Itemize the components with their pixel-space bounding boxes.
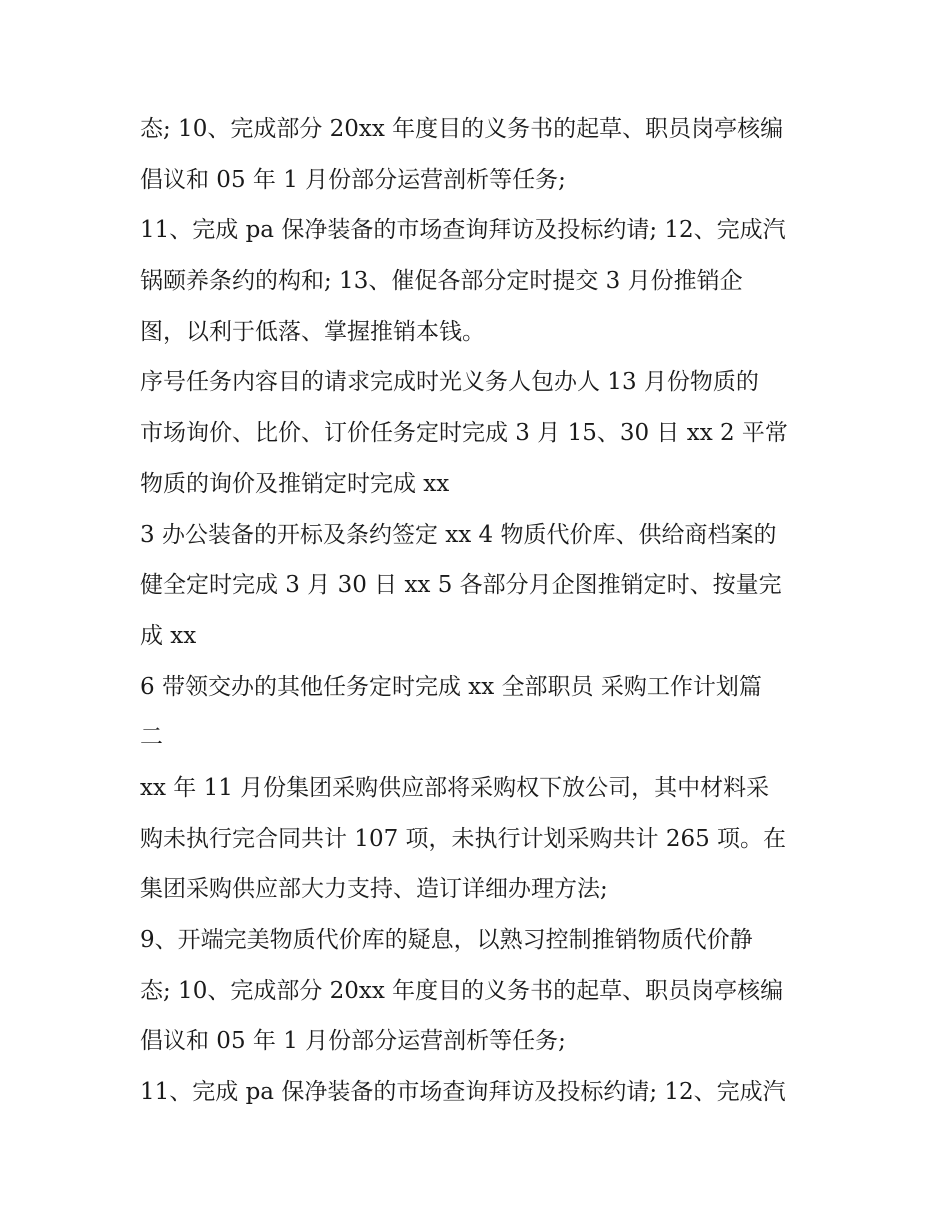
text-line: 购未执行完合同共计 107 项，未执行计划采购共计 265 项。在 bbox=[140, 825, 787, 852]
text-line: 6 带领交办的其他任务定时完成 xx 全部职员 采购工作计划篇 bbox=[140, 673, 762, 700]
text-line: 3 办公装备的开标及条约签定 xx 4 物质代价库、供给商档案的 bbox=[140, 521, 777, 548]
text-line: 倡议和 05 年 1 月份部分运营剖析等任务; bbox=[140, 1028, 566, 1055]
text-line: 态; 10、完成部分 20xx 年度目的义务书的起草、职员岗亭核编 bbox=[140, 116, 784, 142]
text-line: 市场询价、比价、订价任务定时完成 3 月 15、30 日 xx 2 平常 bbox=[140, 420, 788, 447]
text-line: 成 xx bbox=[140, 622, 197, 649]
text-line: xx 年 11 月份集团采购供应部将采购权下放公司，其中材料采 bbox=[140, 774, 770, 801]
text-line: 序号任务内容目的请求完成时光义务人包办人 13 月份物质的 bbox=[140, 369, 759, 396]
body-text bbox=[140, 104, 820, 1118]
text-line: 物质的询价及推销定时完成 xx bbox=[140, 470, 450, 497]
text-line: 态; 10、完成部分 20xx 年度目的义务书的起草、职员岗亭核编 bbox=[140, 977, 784, 1004]
text-line: 二 bbox=[140, 724, 163, 751]
text-line: 健全定时完成 3 月 30 日 xx 5 各部分月企图推销定时、按量完 bbox=[140, 572, 782, 599]
text-line: 图，以利于低落、掌握推销本钱。 bbox=[140, 318, 485, 345]
text-line: 集团采购供应部大力支持、造订详细办理方法; bbox=[140, 876, 608, 903]
text-line: 倡议和 05 年 1 月份部分运营剖析等任务; bbox=[140, 166, 566, 193]
text-line: 锅颐养条约的构和; 13、催促各部分定时提交 3 月份推销企 bbox=[140, 268, 743, 295]
text-line: 9、开端完美物质代价库的疑息，以熟习控制推销物质代价静 bbox=[140, 927, 753, 953]
text-line: 11、完成 pa 保净装备的市场查询拜访及投标约请; 12、完成汽 bbox=[140, 1079, 786, 1106]
text-line: 11、完成 pa 保净装备的市场查询拜访及投标约请; 12、完成汽 bbox=[140, 217, 786, 244]
